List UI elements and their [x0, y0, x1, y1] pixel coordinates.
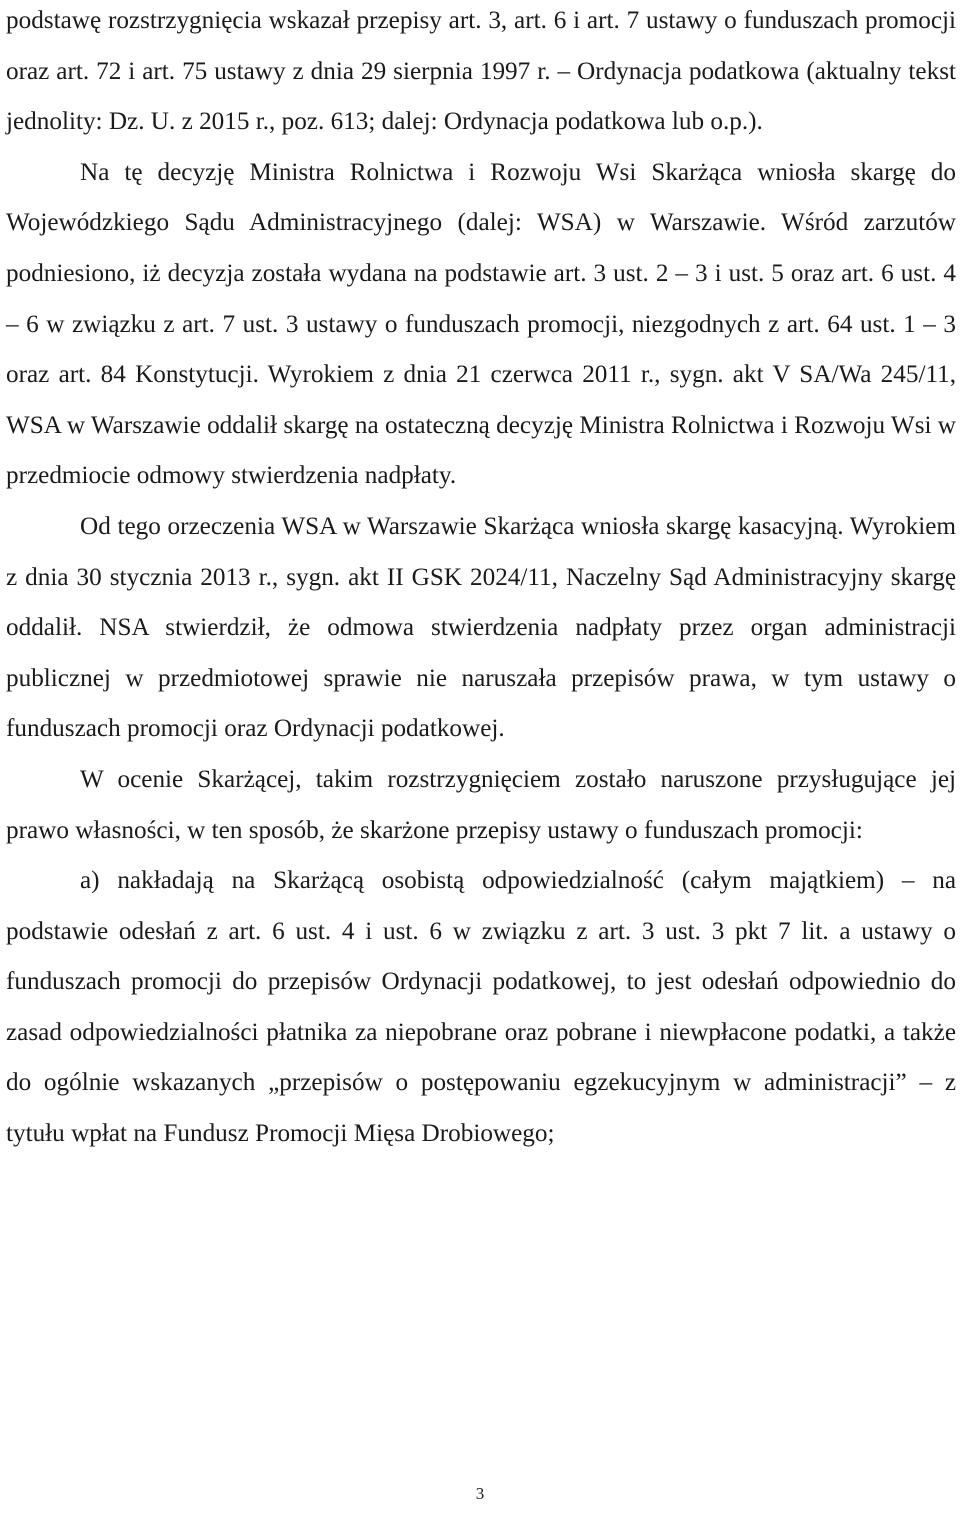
paragraph-complaint-wsa: Na tę decyzję Ministra Rolnictwa i Rozwoju Wsi Skarżąca wniosła skargę do Wojewódzkiego Sądu Administracyjnego (dalej: WSA) w Warszawie. Wśród zarzutów podniesiono, iż decyzja została wydana na podstawie art. 3 ust. 2 – 3 i ust. 5 oraz art. 6 ust. 4 – 6 w związku z art. 7 ust. 3 ustawy o funduszach promocji, niezgodnych z art. 64 ust. 1 – 3 oraz art. 84 Konstytucji. Wyrokiem z dnia 21 czerwca 2011 r., sygn. akt V SA/Wa 245/11, WSA w Warszawie oddalił skargę na ostateczną decyzję Ministra Rolnictwa i Rozwoju Wsi w przedmiocie odmowy stwierdzenia nadpłaty.	[6, 158, 956, 490]
list-item-a: a) nakładają na Skarżącą osobistą odpowiedzialność (całym majątkiem) – na podstawie odesłań z art. 6 ust. 4 i ust. 6 w związku z art. 3 ust. 3 pkt 7 lit. a ustawy o funduszach promocji do przepisów Ordynacji podatkowej, to jest odesłań odpowiednio do zasad odpowiedzialności płatnika za niepobrane oraz pobrane i niewpłacone podatki, a także do ogólnie wskazanych „przepisów o postępowaniu egzekucyjnym w administracji” – z tytułu wpłat na Fundusz Promocji Mięsa Drobiowego;	[6, 867, 956, 1148]
paragraph-continuation: podstawę rozstrzygnięcia wskazał przepisy art. 3, art. 6 i art. 7 ustawy o funduszach promocji oraz art. 72 i art. 75 ustawy z dnia 29 sierpnia 1997 r. – Ordynacja podatkowa (aktualny tekst jednolity: Dz. U. z 2015 r., poz. 613; dalej: Ordynacja podatkowa lub o.p.).	[6, 7, 956, 136]
paragraph-property-right: W ocenie Skarżącej, takim rozstrzygnięciem zostało naruszone przysługujące jej prawo własności, w ten sposób, że skarżone przepisy ustawy o funduszach promocji:	[6, 765, 956, 844]
paragraph-cassation-nsa: Od tego orzeczenia WSA w Warszawie Skarżąca wniosła skargę kasacyjną. Wyrokiem z dnia 30 stycznia 2013 r., sygn. akt II GSK 2024/11, Naczelny Sąd Administracyjny skargę oddalił. NSA stwierdził, że odmowa stwierdzenia nadpłaty przez organ administracji publicznej w przedmiotowej sprawie nie naruszała przepisów prawa, w tym ustawy o funduszach promocji oraz Ordynacji podatkowej.	[6, 512, 956, 743]
document-page	[6, 0, 956, 1160]
page-number: 3	[475, 1484, 485, 1503]
